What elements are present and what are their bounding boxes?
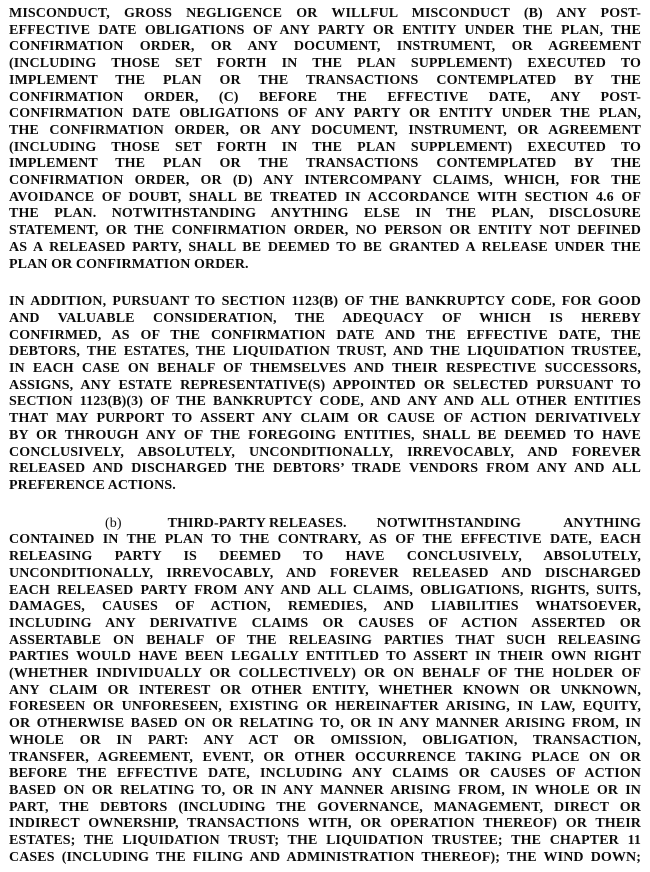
document-line: DAMAGES, CAUSES OF ACTION, REMEDIES, AND LIABILITIES WHATSOEVER,	[9, 599, 641, 615]
clause-heading: THIRD-PARTY RELEASES.	[167, 515, 347, 531]
document-line: PART, THE DEBTORS (INCLUDING THE GOVERNANCE, MANAGEMENT, DIRECT OR	[9, 799, 641, 815]
document-line: BY OR THROUGH ANY OF THE FOREGOING ENTITIES, SHALL BE DEEMED TO HAVE	[9, 427, 641, 443]
document-line: AND VALUABLE CONSIDERATION, THE ADEQUACY OF WHICH IS HEREBY	[9, 310, 641, 326]
document-line: CASES (INCLUDING THE FILING AND ADMINISTRATION THEREOF); THE WIND DOWN;	[9, 849, 641, 865]
document-line: EFFECTIVE DATE OBLIGATIONS OF ANY PARTY OR ENTITY UNDER THE PLAN, THE	[9, 22, 641, 38]
document-line: UNCONDITIONALLY, IRREVOCABLY, AND FOREVER RELEASED AND DISCHARGED	[9, 565, 641, 581]
document-line: WHOLE OR IN PART: ANY ACT OR OMISSION, OBLIGATION, TRANSACTION,	[9, 732, 641, 748]
document-line: OR OTHERWISE BASED ON OR RELATING TO, OR IN ANY MANNER ARISING FROM, IN	[9, 716, 641, 732]
document-line: ASSERTABLE ON BEHALF OF THE RELEASING PARTIES THAT SUCH RELEASING	[9, 632, 641, 648]
clause-first-line-text: NOTWITHSTANDING ANYTHING	[376, 515, 641, 531]
document-line: PARTIES WOULD HAVE BEEN LEGALLY ENTITLED TO ASSERT IN THEIR OWN RIGHT	[9, 649, 641, 665]
document-line: EACH RELEASED PARTY FROM ANY AND ALL CLAIMS, OBLIGATIONS, RIGHTS, SUITS,	[9, 582, 641, 598]
document-line: AVOIDANCE OF DOUBT, SHALL BE TREATED IN ACCORDANCE WITH SECTION 4.6 OF	[9, 189, 641, 205]
document-line: IN EACH CASE ON BEHALF OF THEMSELVES AND THEIR RESPECTIVE SUCCESSORS,	[9, 361, 641, 377]
document-line: CONFIRMATION ORDER, OR ANY DOCUMENT, INSTRUMENT, OR AGREEMENT	[9, 39, 641, 55]
document-line: CONTAINED IN THE PLAN TO THE CONTRARY, AS OF THE EFFECTIVE DATE, EACH	[9, 532, 641, 548]
paragraph-preference-actions-release	[9, 294, 641, 494]
document-line: CONFIRMED, AS OF THE CONFIRMATION DATE AND THE EFFECTIVE DATE, THE	[9, 327, 641, 343]
document-line: RELEASED AND DISCHARGED THE DEBTORS’ TRADE VENDORS FROM ANY AND ALL	[9, 461, 641, 477]
document-text-block	[9, 6, 641, 866]
document-line: CONFIRMATION ORDER, (C) BEFORE THE EFFECTIVE DATE, ANY POST-	[9, 89, 641, 105]
document-line: (INCLUDING THOSE SET FORTH IN THE PLAN SUPPLEMENT) EXECUTED TO	[9, 56, 641, 72]
paragraph-third-party-releases	[9, 516, 641, 867]
document-line: SECTION 1123(B)(3) OF THE BANKRUPTCY CODE, AND ANY AND ALL OTHER ENTITIES	[9, 394, 641, 410]
document-line: CONFIRMATION DATE OBLIGATIONS OF ANY PARTY OR ENTITY UNDER THE PLAN,	[9, 106, 641, 122]
document-line: IMPLEMENT THE PLAN OR THE TRANSACTIONS CONTEMPLATED BY THE	[9, 72, 641, 88]
clause-label: (b)	[105, 515, 122, 531]
document-line: FORESEEN OR UNFORESEEN, EXISTING OR HEREINAFTER ARISING, IN LAW, EQUITY,	[9, 699, 641, 715]
clause-first-line	[9, 516, 641, 533]
document-line: THAT MAY PURPORT TO ASSERT ANY CLAIM OR CAUSE OF ACTION DERIVATIVELY	[9, 411, 641, 427]
document-line: THE PLAN. NOTWITHSTANDING ANYTHING ELSE IN THE PLAN, DISCLOSURE	[9, 206, 641, 222]
document-line: STATEMENT, OR THE CONFIRMATION ORDER, NO PERSON OR ENTITY NOT DEFINED	[9, 223, 641, 239]
document-line: AS A RELEASED PARTY, SHALL BE DEEMED TO BE GRANTED A RELEASE UNDER THE	[9, 239, 641, 255]
document-line: MISCONDUCT, GROSS NEGLIGENCE OR WILLFUL MISCONDUCT (B) ANY POST-	[9, 6, 641, 21]
document-line: INDIRECT OWNERSHIP, TRANSACTIONS WITH, OR OPERATION THEREOF) OR THEIR	[9, 816, 641, 832]
document-line: CONFIRMATION ORDER, OR (D) ANY INTERCOMPANY CLAIMS, WHICH, FOR THE	[9, 173, 641, 189]
document-line: PREFERENCE ACTIONS.	[9, 477, 176, 493]
document-line: RELEASING PARTY IS DEEMED TO HAVE CONCLUSIVELY, ABSOLUTELY,	[9, 549, 641, 565]
document-line: BEFORE THE EFFECTIVE DATE, INCLUDING ANY CLAIMS OR CAUSES OF ACTION	[9, 766, 641, 782]
document-line: IN ADDITION, PURSUANT TO SECTION 1123(B) OF THE BANKRUPTCY CODE, FOR GOOD	[9, 294, 641, 310]
document-line: ASSIGNS, ANY ESTATE REPRESENTATIVE(S) APPOINTED OR SELECTED PURSUANT TO	[9, 377, 641, 393]
document-line: INCLUDING ANY DERIVATIVE CLAIMS OR CAUSES OF ACTION ASSERTED OR	[9, 615, 641, 631]
paragraph-release-carveouts	[9, 6, 641, 273]
document-line: DEBTORS, THE ESTATES, THE LIQUIDATION TRUST, AND THE LIQUIDATION TRUSTEE,	[9, 344, 641, 360]
document-line: ANY CLAIM OR INTEREST OR OTHER ENTITY, WHETHER KNOWN OR UNKNOWN,	[9, 682, 641, 698]
document-line: (WHETHER INDIVIDUALLY OR COLLECTIVELY) OR ON BEHALF OF THE HOLDER OF	[9, 666, 641, 682]
document-line: TRANSFER, AGREEMENT, EVENT, OR OTHER OCCURRENCE TAKING PLACE ON OR	[9, 749, 641, 765]
document-line: (INCLUDING THOSE SET FORTH IN THE PLAN SUPPLEMENT) EXECUTED TO	[9, 139, 641, 155]
document-line: IMPLEMENT THE PLAN OR THE TRANSACTIONS CONTEMPLATED BY THE	[9, 156, 641, 172]
document-line: THE CONFIRMATION ORDER, OR ANY DOCUMENT, INSTRUMENT, OR AGREEMENT	[9, 122, 641, 138]
document-line: PLAN OR CONFIRMATION ORDER.	[9, 256, 249, 272]
document-line: CONCLUSIVELY, ABSOLUTELY, UNCONDITIONALLY, IRREVOCABLY, AND FOREVER	[9, 444, 641, 460]
document-line: ESTATES; THE LIQUIDATION TRUST; THE LIQUIDATION TRUSTEE; THE CHAPTER 11	[9, 833, 641, 849]
document-line: BASED ON OR RELATING TO, OR IN ANY MANNER ARISING FROM, IN WHOLE OR IN	[9, 782, 641, 798]
